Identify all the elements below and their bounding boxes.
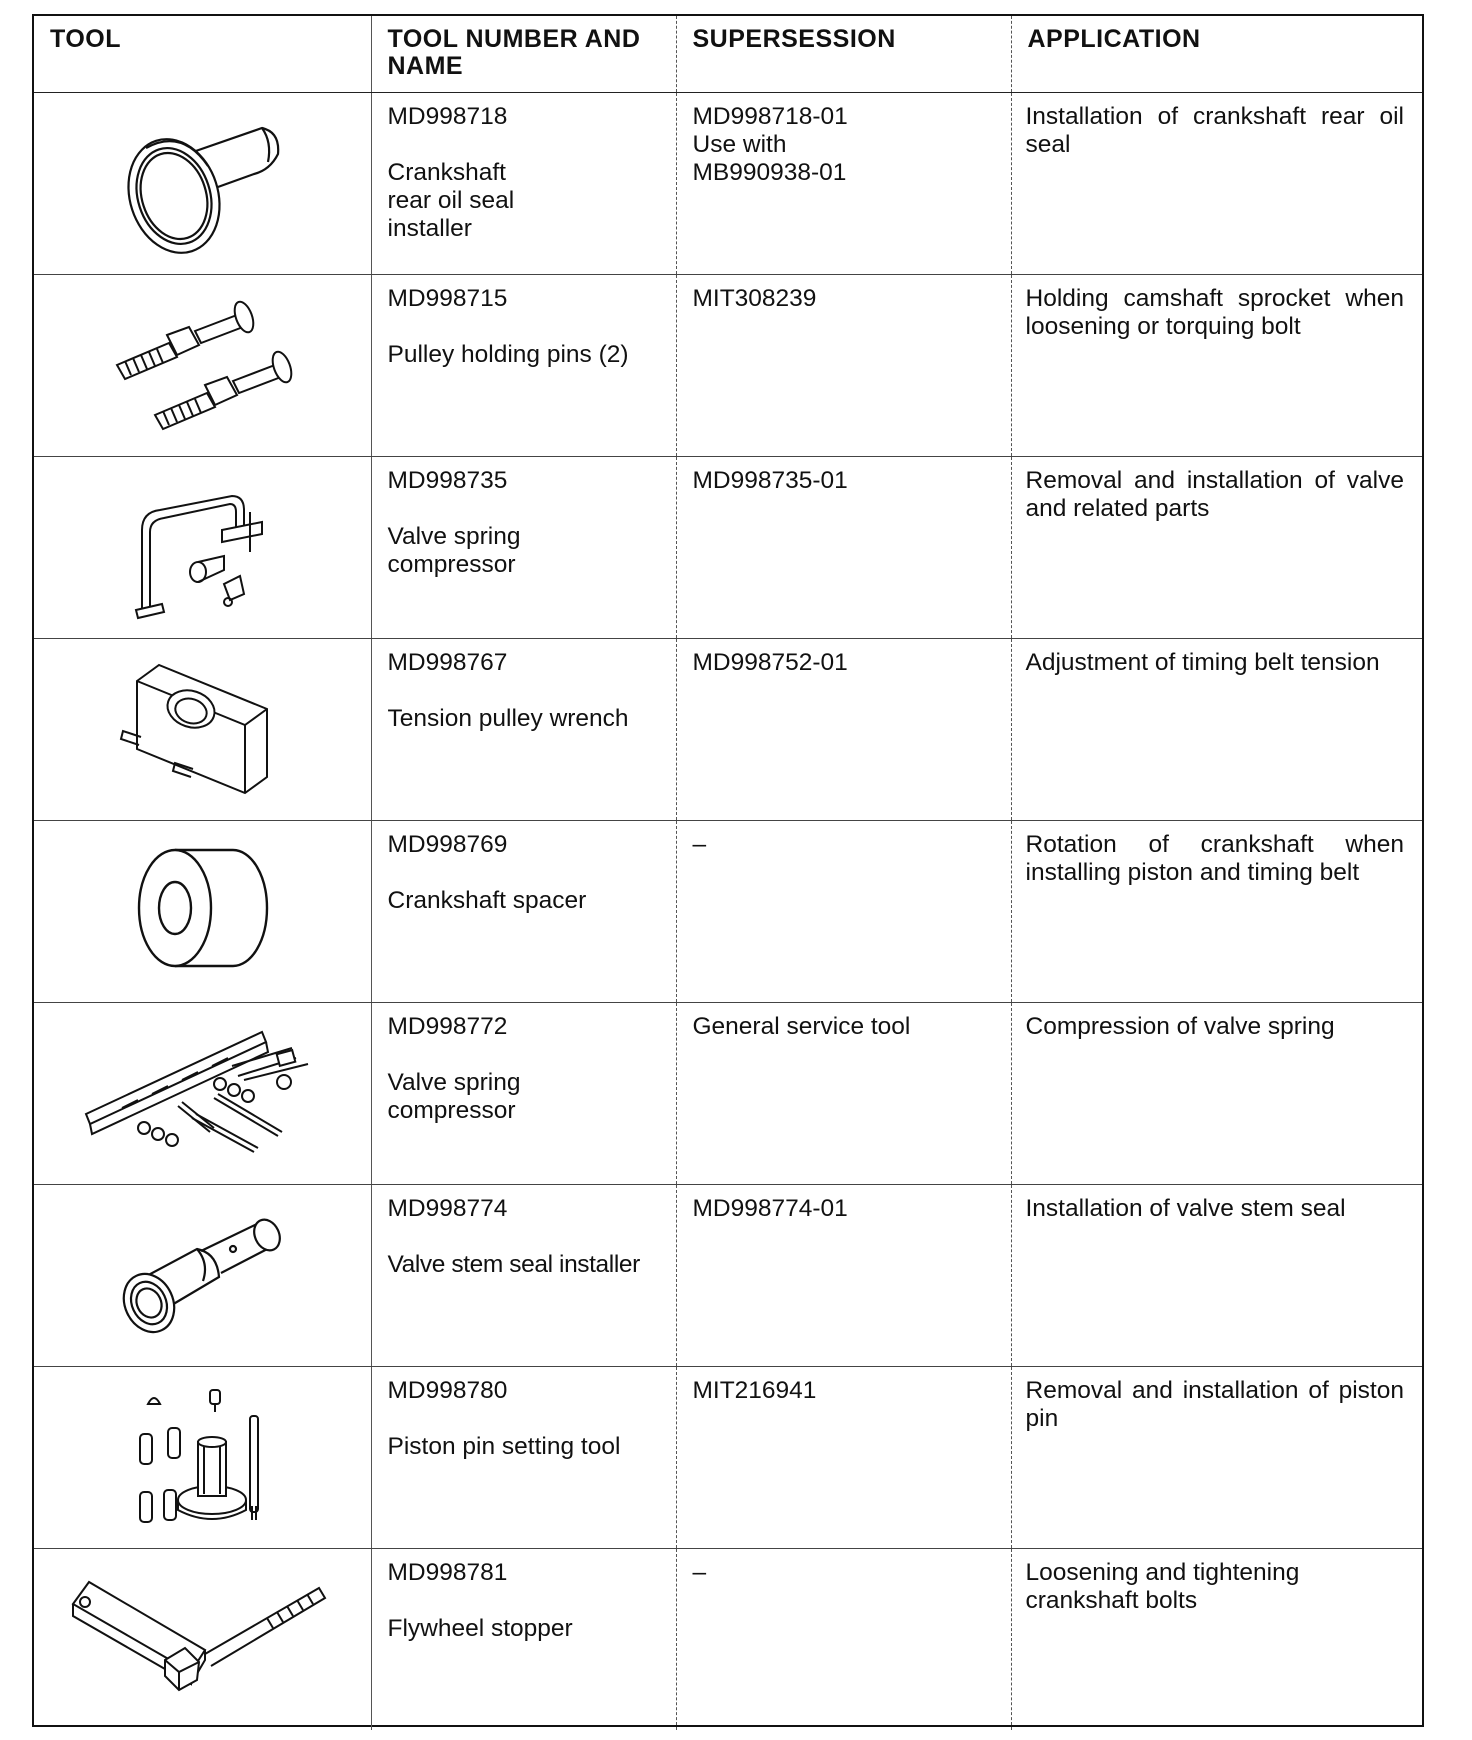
tool-number: MD998772 (387, 1012, 508, 1040)
tool-illustration-cell (34, 1548, 371, 1730)
supersession-cell (676, 1548, 1011, 1730)
tool-number: MD998718 (387, 102, 508, 130)
tool-number: MD998767 (387, 648, 508, 676)
supersession-text: – (692, 830, 707, 858)
valve-spring-compressor-kit-illustration (82, 1018, 322, 1168)
special-tools-table-frame (32, 14, 1424, 1727)
application-cell (1011, 274, 1422, 456)
application-text: Rotation of crankshaft when installing piston and timing belt (1025, 830, 1404, 886)
tool-illustration-cell (34, 820, 371, 1002)
table-row (34, 820, 1422, 1002)
crankshaft-rear-oil-seal-installer-illustration (112, 108, 292, 258)
tool-name: Crankshaft spacer (387, 886, 587, 914)
table-row (34, 456, 1422, 638)
tool-illustration-cell (34, 1366, 371, 1548)
tool-number-name-cell (371, 1548, 676, 1730)
tool-illustration-cell (34, 274, 371, 456)
application-text: Loosening and tightening crankshaft bolts (1025, 1558, 1300, 1614)
tool-name: Pulley holding pins (2) (387, 340, 629, 368)
table-row (34, 92, 1422, 274)
application-cell (1011, 1548, 1422, 1730)
supersession-cell (676, 92, 1011, 274)
table-row (34, 638, 1422, 820)
supersession-cell (676, 274, 1011, 456)
application-cell (1011, 1184, 1422, 1366)
crankshaft-spacer-illustration (127, 836, 277, 986)
header-tool-number-and-name: TOOL NUMBER AND NAME (371, 16, 676, 92)
tool-name: Flywheel stopper (387, 1614, 573, 1642)
supersession-text: MD998774-01 (692, 1194, 848, 1222)
table-row (34, 1366, 1422, 1548)
tool-number-name-cell (371, 820, 676, 1002)
supersession-text: – (692, 1558, 707, 1586)
application-cell (1011, 1002, 1422, 1184)
tool-number-name-cell (371, 1184, 676, 1366)
application-text: Installation of valve stem seal (1025, 1194, 1346, 1222)
tool-number: MD998769 (387, 830, 508, 858)
piston-pin-setting-tool-illustration (122, 1382, 282, 1532)
tool-number: MD998715 (387, 284, 508, 312)
tool-illustration-cell (34, 638, 371, 820)
application-text: Compression of valve spring (1025, 1012, 1335, 1040)
tool-name: Piston pin setting tool (387, 1432, 621, 1460)
tool-number-name-cell (371, 274, 676, 456)
table-row (34, 1184, 1422, 1366)
supersession-cell (676, 638, 1011, 820)
tool-illustration-cell (34, 1184, 371, 1366)
tool-name: Tension pulley wrench (387, 704, 629, 732)
supersession-text: MIT308239 (692, 284, 817, 312)
table-row (34, 274, 1422, 456)
application-cell (1011, 456, 1422, 638)
tool-name: Valve stem seal installer (387, 1250, 640, 1278)
application-cell (1011, 92, 1422, 274)
special-tools-table (34, 16, 1422, 1730)
tool-name: Valve spring compressor (387, 522, 521, 578)
tension-pulley-wrench-illustration (117, 659, 287, 799)
tool-number: MD998781 (387, 1558, 508, 1586)
supersession-text: MD998735-01 (692, 466, 848, 494)
supersession-text: MD998718-01 Use with MB990938-01 (692, 102, 848, 186)
supersession-cell (676, 1002, 1011, 1184)
application-text: Removal and installation of piston pin (1025, 1376, 1404, 1432)
tool-number-name-cell (371, 92, 676, 274)
application-text: Installation of crankshaft rear oil seal (1025, 102, 1404, 158)
application-text: Removal and installation of valve and related parts (1025, 466, 1404, 522)
application-cell (1011, 1366, 1422, 1548)
supersession-cell (676, 1366, 1011, 1548)
header-tool: TOOL (34, 16, 371, 92)
tool-illustration-cell (34, 1002, 371, 1184)
tool-number: MD998774 (387, 1194, 508, 1222)
pulley-holding-pins-illustration (107, 295, 297, 435)
supersession-text: MD998752-01 (692, 648, 848, 676)
flywheel-stopper-illustration (67, 1574, 337, 1704)
table-header-row (34, 16, 1422, 92)
application-cell (1011, 820, 1422, 1002)
tool-number-name-cell (371, 1002, 676, 1184)
tool-illustration-cell (34, 456, 371, 638)
supersession-text: MIT216941 (692, 1376, 817, 1404)
supersession-cell (676, 1184, 1011, 1366)
tool-number-name-cell (371, 1366, 676, 1548)
tool-name: Valve spring compressor (387, 1068, 521, 1124)
tool-name: Crankshaft rear oil seal installer (387, 158, 515, 242)
tool-number-name-cell (371, 456, 676, 638)
valve-spring-compressor-illustration (112, 472, 292, 622)
supersession-text: General service tool (692, 1012, 911, 1040)
tool-number: MD998780 (387, 1376, 508, 1404)
supersession-cell (676, 820, 1011, 1002)
header-application: APPLICATION (1011, 16, 1422, 92)
supersession-cell (676, 456, 1011, 638)
valve-stem-seal-installer-illustration (117, 1205, 287, 1345)
application-text: Adjustment of timing belt tension (1025, 648, 1380, 676)
tool-illustration-cell (34, 92, 371, 274)
application-cell (1011, 638, 1422, 820)
table-row (34, 1548, 1422, 1730)
tool-number-name-cell (371, 638, 676, 820)
application-text: Holding camshaft sprocket when loosening or torquing bolt (1025, 284, 1404, 340)
tool-number: MD998735 (387, 466, 508, 494)
header-supersession: SUPERSESSION (676, 16, 1011, 92)
table-row (34, 1002, 1422, 1184)
